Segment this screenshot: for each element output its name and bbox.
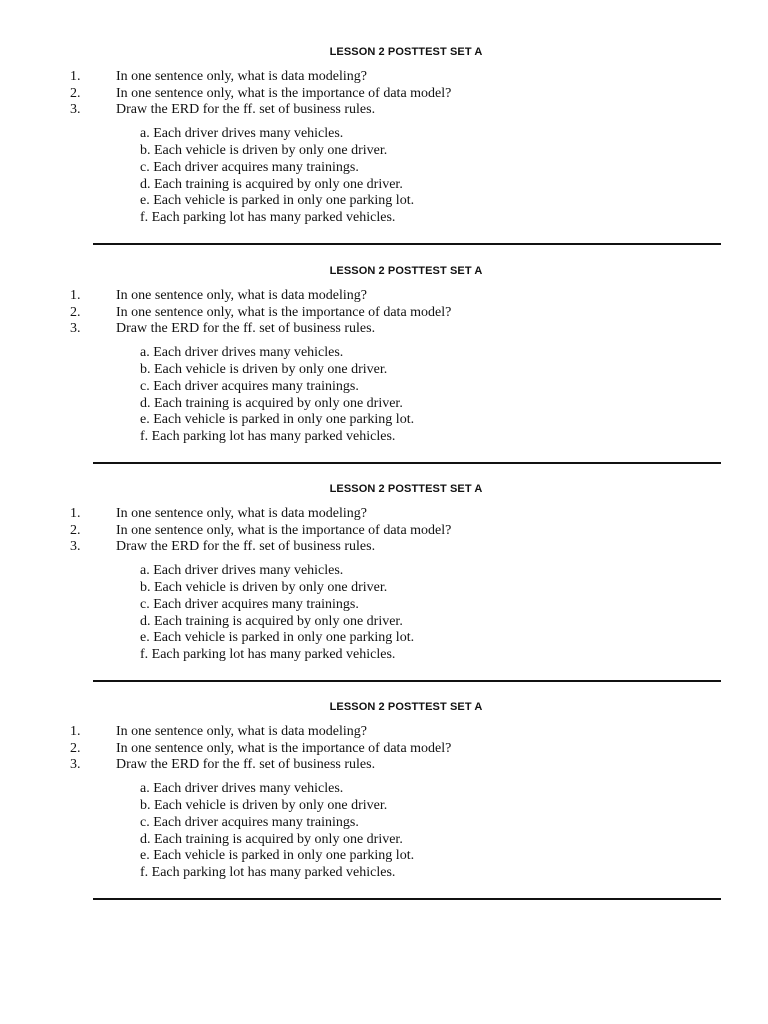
separator-line xyxy=(93,462,721,464)
business-rule: b. Each vehicle is driven by only one driver. xyxy=(140,362,388,377)
separator-line xyxy=(93,898,721,900)
business-rule: e. Each vehicle is parked in only one parking lot. xyxy=(140,412,415,427)
question-number: 1. xyxy=(70,506,81,521)
business-rule: d. Each training is acquired by only one driver. xyxy=(140,614,403,629)
business-rule: c. Each driver acquires many trainings. xyxy=(140,815,359,830)
business-rule: a. Each driver drives many vehicles. xyxy=(140,126,344,141)
set-title: LESSON 2 POSTTEST SET A xyxy=(329,265,483,277)
business-rule: d. Each training is acquired by only one driver. xyxy=(140,396,403,411)
question-number: 2. xyxy=(70,741,81,756)
business-rule: f. Each parking lot has many parked vehicles. xyxy=(140,429,396,444)
posttest-set xyxy=(0,264,768,482)
posttest-set xyxy=(0,700,768,918)
question-text: In one sentence only, what is the importance of data model? xyxy=(116,741,452,756)
business-rule: d. Each training is acquired by only one driver. xyxy=(140,177,403,192)
business-rule: c. Each driver acquires many trainings. xyxy=(140,160,359,175)
question-number: 1. xyxy=(70,288,81,303)
business-rule: e. Each vehicle is parked in only one parking lot. xyxy=(140,630,415,645)
separator-line xyxy=(93,243,721,245)
question-number: 2. xyxy=(70,305,81,320)
question-text: In one sentence only, what is the importance of data model? xyxy=(116,305,452,320)
set-title: LESSON 2 POSTTEST SET A xyxy=(329,46,483,58)
posttest-set xyxy=(0,45,768,263)
business-rule: a. Each driver drives many vehicles. xyxy=(140,781,344,796)
question-number: 3. xyxy=(70,539,81,554)
business-rule: c. Each driver acquires many trainings. xyxy=(140,597,359,612)
separator-line xyxy=(93,680,721,682)
business-rule: d. Each training is acquired by only one driver. xyxy=(140,832,403,847)
question-text: In one sentence only, what is data modeling? xyxy=(116,69,368,84)
question-text: In one sentence only, what is the importance of data model? xyxy=(116,86,452,101)
question-number: 2. xyxy=(70,523,81,538)
question-text: Draw the ERD for the ff. set of business rules. xyxy=(116,102,376,117)
question-number: 3. xyxy=(70,102,81,117)
business-rule: f. Each parking lot has many parked vehicles. xyxy=(140,647,396,662)
business-rule: b. Each vehicle is driven by only one driver. xyxy=(140,798,388,813)
business-rule: a. Each driver drives many vehicles. xyxy=(140,345,344,360)
business-rule: b. Each vehicle is driven by only one driver. xyxy=(140,143,388,158)
question-number: 2. xyxy=(70,86,81,101)
question-text: Draw the ERD for the ff. set of business rules. xyxy=(116,539,376,554)
set-title: LESSON 2 POSTTEST SET A xyxy=(329,483,483,495)
business-rule: b. Each vehicle is driven by only one driver. xyxy=(140,580,388,595)
question-number: 1. xyxy=(70,724,81,739)
business-rule: f. Each parking lot has many parked vehicles. xyxy=(140,865,396,880)
question-number: 1. xyxy=(70,69,81,84)
business-rule: e. Each vehicle is parked in only one parking lot. xyxy=(140,848,415,863)
business-rule: a. Each driver drives many vehicles. xyxy=(140,563,344,578)
question-text: In one sentence only, what is the importance of data model? xyxy=(116,523,452,538)
question-text: Draw the ERD for the ff. set of business rules. xyxy=(116,757,376,772)
question-number: 3. xyxy=(70,757,81,772)
business-rule: c. Each driver acquires many trainings. xyxy=(140,379,359,394)
question-text: In one sentence only, what is data modeling? xyxy=(116,506,368,521)
posttest-set xyxy=(0,482,768,700)
question-text: Draw the ERD for the ff. set of business rules. xyxy=(116,321,376,336)
question-text: In one sentence only, what is data modeling? xyxy=(116,288,368,303)
question-text: In one sentence only, what is data modeling? xyxy=(116,724,368,739)
set-title: LESSON 2 POSTTEST SET A xyxy=(329,701,483,713)
business-rule: f. Each parking lot has many parked vehicles. xyxy=(140,210,396,225)
question-number: 3. xyxy=(70,321,81,336)
business-rule: e. Each vehicle is parked in only one parking lot. xyxy=(140,193,415,208)
